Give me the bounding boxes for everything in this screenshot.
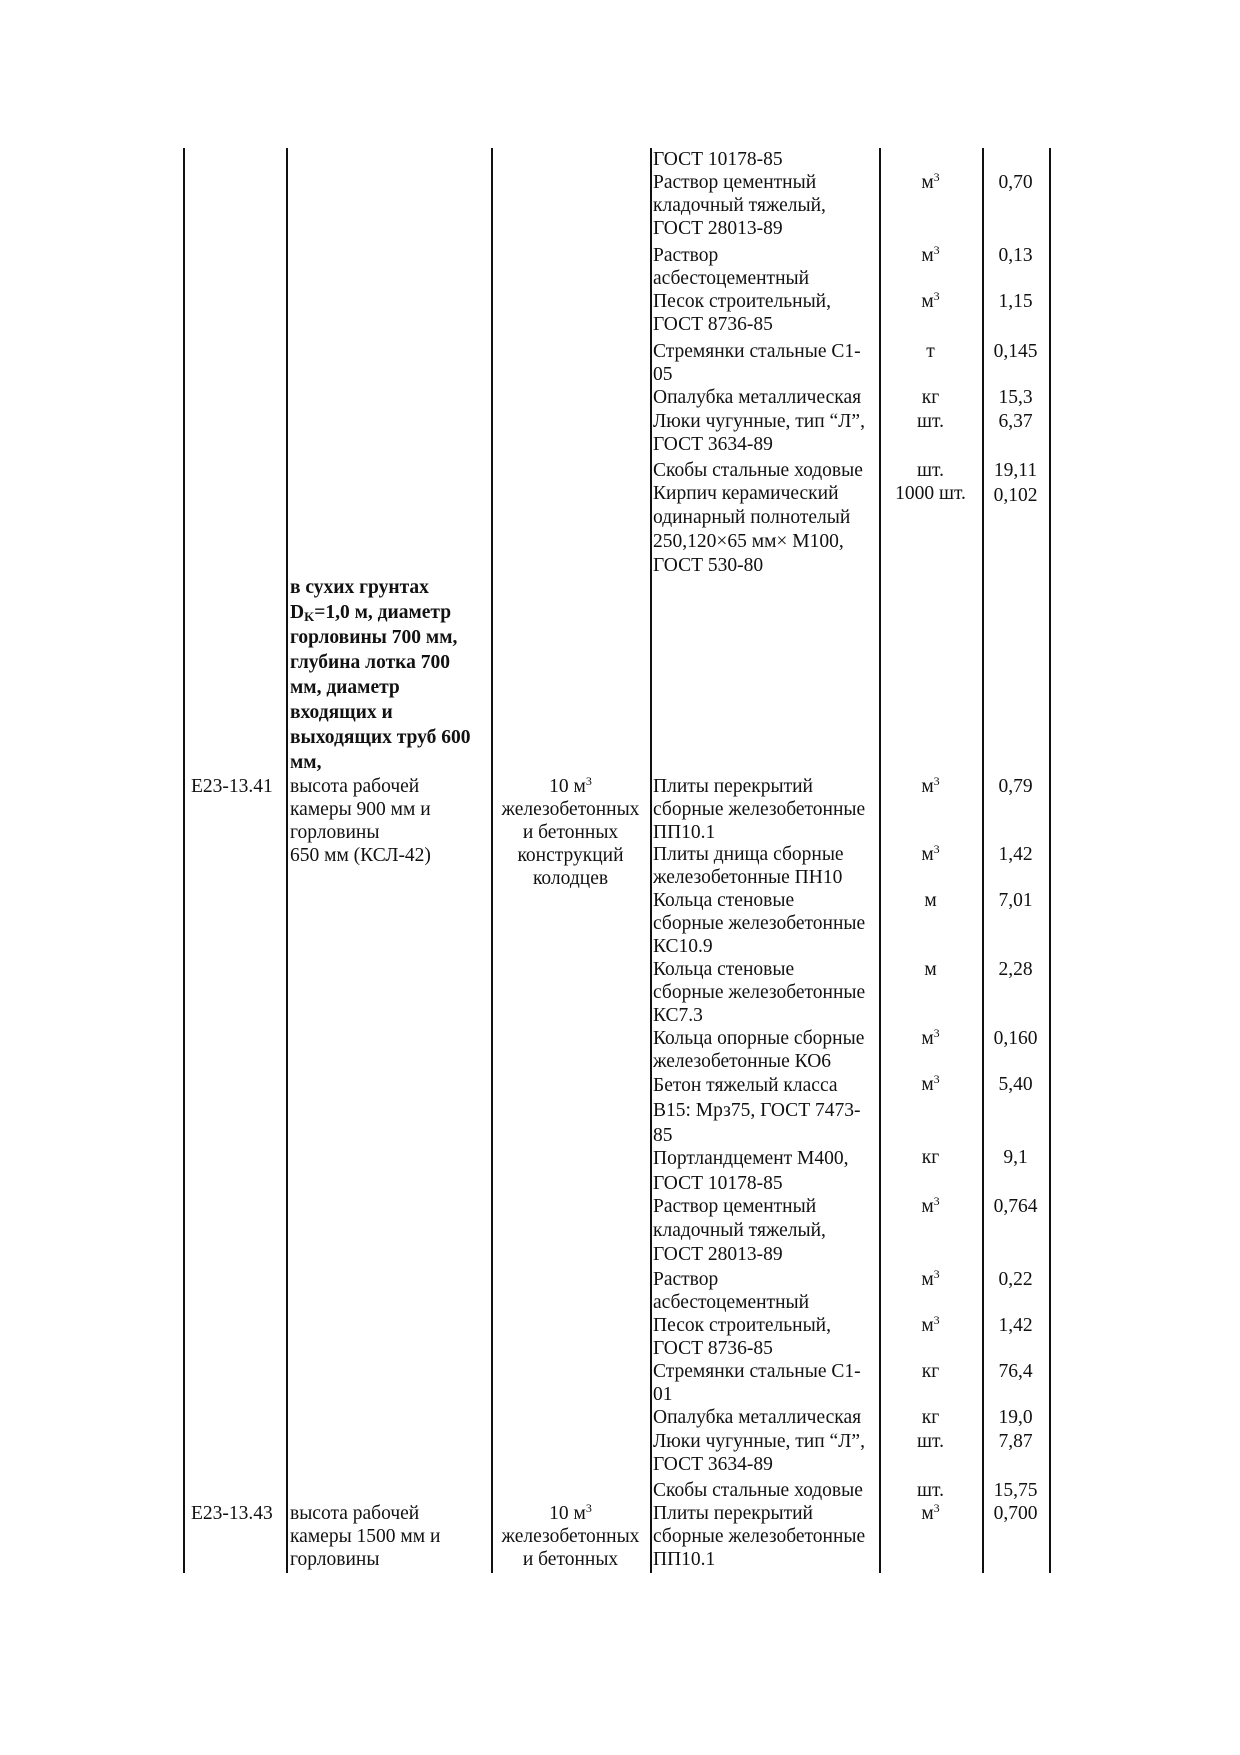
norm-description: высота рабочей камеры 900 мм и горловины 650 мм (КСЛ-42) [290, 776, 431, 866]
column-divider [879, 148, 881, 1573]
material-name: Песок строительный, ГОСТ 8736-85 [653, 1315, 831, 1359]
material-unit: т [926, 341, 935, 362]
material-qty: 2,28 [998, 959, 1033, 980]
table-border-left [183, 148, 185, 1573]
material-qty: 1,42 [998, 1315, 1033, 1336]
material-name: Кольца опорные сборные железобетонные КО6 [653, 1028, 865, 1072]
material-qty: 0,22 [998, 1269, 1033, 1290]
material-qty: 15,3 [998, 387, 1033, 408]
material-qty: 1,42 [998, 844, 1033, 865]
norm-code: Е23-13.43 [191, 1503, 273, 1524]
material-qty: 0,700 [993, 1503, 1038, 1524]
material-name: Опалубка металлическая [653, 1407, 862, 1428]
material-unit: $м^3$ [921, 774, 940, 797]
norm-description: высота рабочей камеры 1500 мм и горловины [290, 1503, 441, 1570]
material-qty: 0,764 [993, 1196, 1038, 1217]
material-name: Песок строительный, ГОСТ 8736-85 [653, 291, 831, 335]
material-qty: 0,160 [993, 1028, 1038, 1049]
column-divider [286, 148, 288, 1573]
material-name: Кольца стеновые сборные железобетонные КС7.3 [653, 959, 866, 1026]
material-name: Скобы стальные ходовые [653, 460, 863, 481]
material-qty: 19,0 [998, 1407, 1033, 1428]
material-name: Люки чугунные, тип “Л”, ГОСТ 3634-89 [653, 411, 865, 455]
material-name: Плиты днища сборные железобетонные ПН10 [653, 844, 844, 888]
material-qty: 7,87 [998, 1431, 1033, 1452]
material-qty: 0,102 [993, 485, 1038, 506]
material-name: Портландцемент М400, ГОСТ 10178-85 [653, 1148, 849, 1194]
material-qty: 19,11 [993, 460, 1038, 481]
material-unit: кг [921, 1361, 940, 1382]
table-border-right [1049, 148, 1051, 1573]
material-name: Опалубка металлическая [653, 387, 862, 408]
material-unit: $м^3$ [921, 1267, 940, 1290]
material-name: Бетон тяжелый класса В15: Мрз75, ГОСТ 7473- 85 [653, 1075, 861, 1146]
material-qty: 76,4 [998, 1361, 1033, 1382]
material-qty: 0,79 [998, 776, 1033, 797]
material-unit: $м^3$ [921, 1313, 940, 1336]
material-unit: кг [921, 1147, 940, 1168]
norm-code: Е23-13.41 [191, 776, 273, 797]
material-unit: $м^3$ [921, 170, 940, 193]
material-unit: шт. [917, 460, 944, 481]
section-heading: в сухих грунтах $D_K=1,0$ м, диаметр горловины 700 мм, глубина лотка 700 мм, диаметр входящих и выходящих труб 600 мм, [290, 577, 471, 773]
material-qty: 7,01 [998, 890, 1033, 911]
material-unit: шт. [917, 1480, 944, 1501]
material-qty: 0,145 [993, 341, 1038, 362]
material-name: Стремянки стальные С1- 01 [653, 1361, 861, 1405]
material-unit: $м^3$ [921, 1501, 940, 1524]
material-unit: м [924, 959, 937, 980]
material-name: Стремянки стальные С1- 05 [653, 341, 861, 385]
material-unit: м [924, 890, 937, 911]
material-qty: 5,40 [998, 1074, 1033, 1095]
material-unit: $м^3$ [921, 1194, 940, 1217]
column-divider [650, 148, 652, 1573]
material-name: Кирпич керамический одинарный полнотелый 250,120×65 мм× М100, ГОСТ 530-80 [653, 483, 851, 576]
material-unit: $м^3$ [921, 1026, 940, 1049]
material-unit: $м^3$ [921, 842, 940, 865]
material-name: Скобы стальные ходовые [653, 1480, 863, 1501]
column-divider [491, 148, 493, 1573]
material-qty: 0,13 [998, 245, 1033, 266]
measure-unit: 10 $м^3$ железобетонных и бетонных [501, 1501, 640, 1570]
material-qty: 6,37 [998, 411, 1033, 432]
measure-unit: 10 $м^3$ железобетонных и бетонных конструкций колодцев [501, 774, 640, 889]
material-unit: 1000 шт. [895, 483, 966, 504]
column-divider [982, 148, 984, 1573]
material-name: Кольца стеновые сборные железобетонные КС10.9 [653, 890, 866, 957]
material-name: Раствор цементный кладочный тяжелый, ГОСТ 28013-89 [653, 172, 826, 239]
material-name: Раствор цементный кладочный тяжелый, ГОСТ 28013-89 [653, 1196, 826, 1265]
material-name: Плиты перекрытий сборные железобетонные ПП10.1 [653, 776, 866, 843]
material-unit: $м^3$ [921, 243, 940, 266]
material-name: Раствор асбестоцементный [653, 1269, 810, 1313]
material-qty: 1,15 [998, 291, 1033, 312]
material-unit: шт. [917, 1431, 944, 1452]
material-unit: $м^3$ [921, 1072, 940, 1095]
material-name: ГОСТ 10178-85 [653, 149, 783, 170]
material-qty: 0,70 [998, 172, 1033, 193]
material-unit: кг [921, 387, 940, 408]
material-qty: 9,1 [1003, 1147, 1028, 1168]
material-unit: кг [921, 1407, 940, 1428]
material-unit: $м^3$ [921, 289, 940, 312]
material-unit: шт. [917, 411, 944, 432]
material-name: Люки чугунные, тип “Л”, ГОСТ 3634-89 [653, 1431, 865, 1475]
material-name: Плиты перекрытий сборные железобетонные ПП10.1 [653, 1503, 866, 1570]
material-name: Раствор асбестоцементный [653, 245, 810, 289]
material-qty: 15,75 [993, 1480, 1038, 1501]
